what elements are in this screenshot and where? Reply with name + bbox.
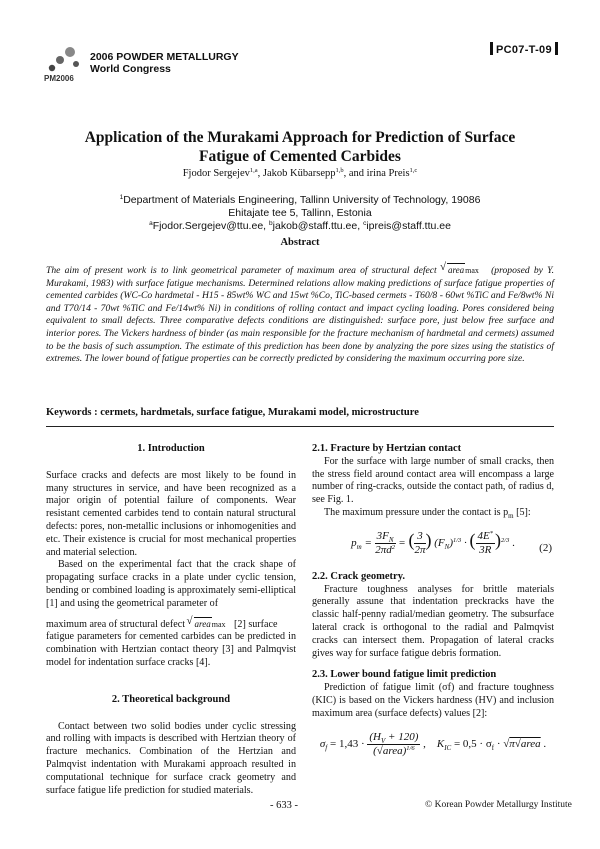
right-column <box>312 443 554 758</box>
conference-name: 2006 POWDER METALLURGY <box>90 51 239 63</box>
affil-line-1: Department of Materials Engineering, Tallinn University of Technology, 19086 <box>123 194 481 206</box>
abstract-lead: The aim of present work is to link geometrical parameter of maximum area of structural defect <box>46 265 437 276</box>
author-list <box>40 168 560 179</box>
equation-2: $p_m$ = $\frac{3F_N}{2\pi d^2}$ = ( $\frac{3}{2\pi}$ ) $(F_N)^{1/3}$ · ( $\frac{4E^*}{3R}$ )$^{2/3}$ . (2) <box>351 529 552 556</box>
paper-title <box>40 128 560 166</box>
intro-paragraph-1: Surface cracks and defects are most likely to be found in many structures in service, and have been recognized as a major origin of potential failure of components. Wear resistant cemented carbides tend to contain natural structural defects: pores, non-metallic inclusions or inhomogenities and etc. Their existence is crucial for most mechanical properties and material selection. <box>46 469 296 558</box>
author-sep-1: , <box>257 168 263 179</box>
email-a[interactable]: Fjodor.Sergejev@ttu.ee <box>152 220 264 232</box>
abstract-tail: (proposed by Y. <box>491 265 554 276</box>
intro-p2b-sub: max <box>211 619 226 629</box>
abstract-heading: Abstract <box>280 237 320 248</box>
section-theory-heading: 2. Theoretical background <box>111 693 231 705</box>
abstract-body: Murakami, 1983) with surface fatigue mechanisms. Determined relations allow making predictions of surface fatigue properties of cemented carbides (WC-Co hardmetal - H15 - 85wt% WC and 15wt %Co, TiC-based cermets - T60/8 - 60wt %TiC and Fe/8wt% Ni and T70/14 - 70wt %TiC and Fe/14wt% Ni) in conditions of rolling contact and impact cycling loading. Pores considered being equivalent to small defects. Three comparative defects conditions are distinguished: surface pore, just below free surface and interior pores. The Vickers hardness of binder (as main responsible for the fracture mechanism of hardmetal and cermets) assumed to be the basis of such assumption. The estimate of this prediction has been done by analyzing the pore sizes using the statistics of extremes. The lower bound of fatigue properties can be correctly predicted by considering the maximum occurring pore size. <box>46 277 554 365</box>
title-line-1: Application of the Murakami Approach for Prediction of Surface <box>84 129 516 146</box>
s23-paragraph-1: Prediction of fatigue limit (σf) and fracture toughness (KIC) is based on the Vickers hardness (HV) and inclusion maximum area (surface defects) values [2]: <box>312 682 554 719</box>
s21-p2-ref: [5]: <box>513 506 531 518</box>
section-2-3-heading: 2.3. Lower bound fatigue limit prediction <box>312 669 497 681</box>
sqrt-area-symbol: √ area <box>447 263 465 277</box>
intro-paragraph-2b <box>46 617 296 632</box>
page-number: - 633 - <box>270 800 298 811</box>
s21-paragraph-1: For the surface with large number of small cracks, then the stress field around contact area will encompass a large number of ring-cracks, outside the contact path, of radius d, see Fig. 1. <box>312 455 554 506</box>
intro-paragraph-2c: fatigue parameters for cemented carbides can be predicted in combination with Hertzian contact theory [3] and Palmqvist model for indentation surface cracks [4]. <box>46 631 296 668</box>
s21-p2-text: The maximum pressure under the contact is p <box>324 506 509 518</box>
email-c[interactable]: ipreis@staff.ttu.ee <box>366 220 451 232</box>
s22-paragraph-1: Fracture toughness analyses for brittle materials generally assune that indentation preckracks have the classic half-penny radial/median geometry. The subsurface lateral crack is orthogonal to the radial and Palmqvist cracks can intersect them. Propagation of lateral cracks gives way for surface fatigue debris formation. <box>312 583 554 659</box>
sqrt-area-symbol: √ area <box>194 617 212 631</box>
abstract-text <box>46 263 554 366</box>
pm-subscript: m <box>508 512 514 520</box>
pm2006-logo <box>46 42 82 74</box>
section-2-1-heading: 2.1. Fracture by Hertzian contact <box>312 443 462 454</box>
divider <box>46 426 554 427</box>
theory-paragraph-1: Contact between two solid bodies under cyclic stressing and rolling with impacts is described with Hertzian theory of fracture mechanics. Combination of the Hertzian and Palmqvist indentation with Murakami approach resulted in computational technique for surface crack geometry and surface fatigue life prediction for studied materials. <box>46 720 296 796</box>
author-3-sup: 1,c <box>409 167 418 174</box>
equation-fatigue-limit: $\sigma_f = 1,43$ · $\frac{(H_V + 120)}{(√area)^{1/6}}$ , $K_{IC} = 0,5 \cdot \sigma_f$ · √π√area . <box>319 730 547 757</box>
author-3: irina Preis <box>366 168 410 179</box>
intro-p2b-lead: maximum area of structural defect <box>46 618 186 630</box>
s21-paragraph-2 <box>312 507 554 520</box>
author-2-sup: 1,b <box>335 167 344 174</box>
affiliation: $^1$Department of Materials Engineering, Tallinn University of Technology, 19086 Ehitajate tee 5, Tallinn, Estonia $^a$Fjodor.Sergejev@ttu.ee, $^b$jakob@staff.ttu.ee, $^c$ipreis@staff.ttu.ee <box>40 194 560 233</box>
left-column <box>46 443 296 797</box>
intro-paragraph-2: Based on the experimental fact that the crack shape of propagating surface cracks in a plate under cyclic tension, bending or combined loading is approximately semi-elliptical [1] and using the geometrical parameter of <box>46 559 296 609</box>
section-introduction-heading: 1. Introduction <box>137 443 205 454</box>
intro-p2b-tail: [2] surface <box>234 618 278 630</box>
conference-subtitle: World Congress <box>90 63 171 75</box>
author-sep-2: , and <box>343 168 367 179</box>
paper-code <box>487 42 561 56</box>
abstract-max-sub: max <box>465 266 479 275</box>
author-1: Fjodor Sergejev <box>182 168 250 179</box>
title-line-2: Fatigue of Cemented Carbides <box>199 148 401 165</box>
keywords: Keywords : cermets, hardmetals, surface fatigue, Murakami model, microstructure <box>46 407 419 418</box>
equation-2-number: (2) <box>539 541 552 554</box>
paper-code-text: PC07-T-09 <box>496 44 552 56</box>
author-2: Jakob Kübarsepp <box>262 168 336 179</box>
section-2-2-heading: 2.2. Crack geometry. <box>312 570 406 582</box>
affil-line-2: Ehitajate tee 5, Tallinn, Estonia <box>228 207 372 219</box>
logo-text: PM2006 <box>44 74 74 83</box>
copyright: © Korean Powder Metallurgy Institute <box>425 800 572 810</box>
affil-sup: 1 <box>119 194 124 201</box>
email-b[interactable]: jakob@staff.ttu.ee <box>272 220 358 232</box>
author-1-sup: 1,a <box>249 167 258 174</box>
